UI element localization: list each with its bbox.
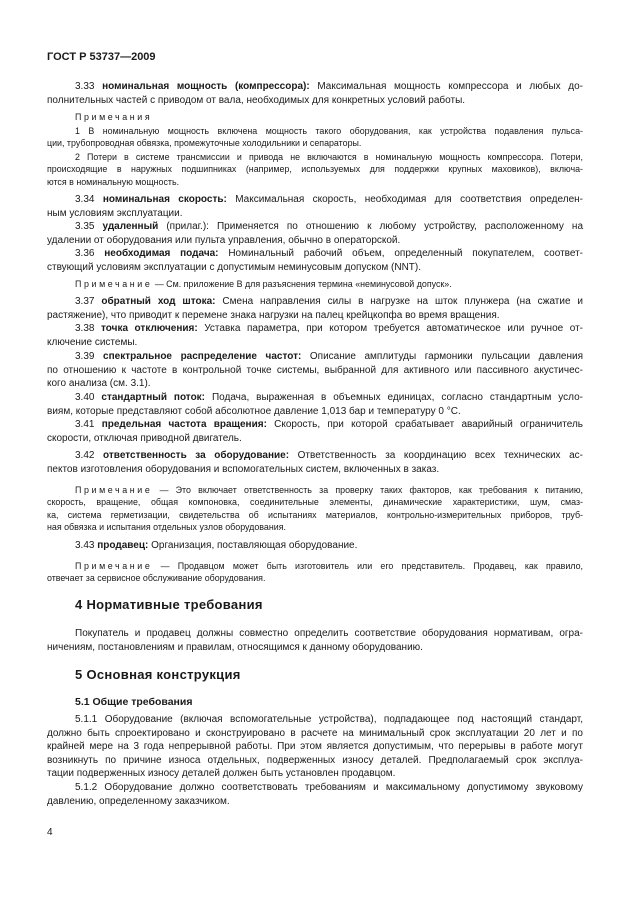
term-entry-3-34	[47, 193, 583, 220]
note-label: Примечание	[75, 485, 153, 495]
term-title: удаленный	[102, 221, 159, 232]
term-definition-text: Организация, поставляющая оборудование.	[151, 540, 358, 551]
paragraph-line: Покупатель и продавец должны совместно определить соответствие оборудования нормативам, огра-	[75, 628, 583, 639]
term-definition-line: по отношению к частоте в контрольной точке системы, выбранной для активного или пассивного акустичес-	[47, 364, 583, 376]
note-line: отвечает за сервисное обслуживание оборудования.	[47, 573, 266, 584]
clause-text: Оборудование должно соответствовать требованиям и максимальному допустимому звуковому	[104, 782, 583, 793]
term-definition-line: удалении от оборудования или пульта управления, обычно в операторской.	[47, 234, 401, 246]
clause-line: крайней мере на 3 года непрерывной работы. При этом является допустимым, что перерывы в работе могут	[47, 741, 583, 752]
term-entry-3-43	[47, 539, 583, 553]
clause-line: давлению, определенному заказчиком.	[47, 795, 230, 807]
term-first-line	[75, 220, 583, 234]
term-first-line	[75, 418, 583, 432]
clause-first-line	[75, 781, 583, 795]
note-text: — Это включает ответственность за проверку таких факторов, как требования к питанию,	[159, 485, 584, 495]
term-number: 3.37	[75, 296, 95, 307]
term-definition-line: растяжение), что приводит к перемене знака нагрузки на палец крейцкопфа во время вращения.	[47, 309, 500, 321]
subsection-heading	[47, 696, 583, 710]
clause-line: возникнуть по причине износа отдельных, подверженных износу деталей. Предполагаемый срок эксплуа-	[47, 754, 583, 766]
note-item-1	[47, 125, 583, 150]
clause-number: 5.1.1	[75, 714, 98, 725]
section-heading	[47, 597, 583, 613]
term-definition-text: Максимальная скорость, необходимая для соответствия определен-	[235, 194, 583, 205]
note-label: Примечания	[75, 112, 153, 122]
note-line	[75, 278, 583, 290]
notes-heading	[47, 111, 583, 123]
term-first-line	[75, 449, 583, 463]
term-number: 3.40	[75, 392, 95, 403]
note-line: ка, система герметизации, свидетельства об испытаниях материалов, контрольно-измерительных приборов, труб-	[47, 509, 583, 520]
term-definition-text: Подача, выраженная в объемных единицах, согласно стандартным усло-	[211, 392, 584, 403]
term-entry-3-37	[47, 295, 583, 322]
term-number: 3.33	[75, 81, 95, 92]
note-block	[47, 278, 583, 290]
term-first-line	[75, 295, 583, 309]
note-block	[47, 560, 583, 585]
note-line: ная обвязка и испытания отдельных узлов оборудования.	[47, 522, 286, 533]
clause-5-1-1	[47, 713, 583, 781]
term-first-line	[75, 350, 583, 364]
term-first-line	[75, 539, 583, 553]
clause-first-line	[75, 713, 583, 727]
term-definition-text: Уставка параметра, при котором требуется автоматическое или ручное от-	[204, 323, 584, 334]
note-line: происходящие в наружных подшипниках (например, используемых для поддержки крупных маховиков), включа-	[47, 164, 583, 175]
note-label: Примечание	[75, 279, 153, 289]
term-number: 3.43	[75, 540, 95, 551]
section-heading	[47, 667, 583, 683]
term-title: спектральное распределение частот:	[103, 351, 302, 362]
term-number: 3.34	[75, 194, 95, 205]
note-line: 1 В номинальную мощность включена мощность такого оборудования, как устройства подавления пульса-	[75, 126, 583, 136]
term-title: точка отключения:	[101, 323, 198, 334]
term-definition-text: Описание амплитуды гармоники пульсации давления	[309, 351, 584, 362]
term-title: ответственность за оборудование:	[103, 450, 290, 461]
term-title: продавец:	[97, 540, 149, 551]
term-first-line	[75, 322, 583, 336]
term-first-line	[75, 391, 583, 405]
term-definition-text: Номинальный рабочий объем, определенный покупателем, соответ-	[228, 248, 583, 259]
term-entry-3-38	[47, 322, 583, 349]
term-entry-3-36	[47, 247, 583, 274]
term-definition-line: ным условиям эксплуатации.	[47, 207, 183, 219]
note-line: скорость, вращение, общая компоновка, соединительные элементы, динамические характеристики, шум, смаз-	[47, 497, 583, 508]
term-entry-3-40	[47, 391, 583, 418]
term-title: номинальная мощность (компрессора):	[102, 81, 310, 92]
term-number: 3.35	[75, 221, 95, 232]
term-definition-line: полнительных частей с приводом от вала, необходимых для конкретных условий работы.	[47, 94, 466, 106]
note-text: — Продавцом может быть изготовитель или его представитель. Продавец, как правило,	[160, 561, 583, 571]
clause-5-1-2	[47, 781, 583, 808]
term-definition-line: пектов изготовления оборудования и вспомогательных систем, включенных в заказ.	[47, 463, 440, 475]
term-title: стандартный поток:	[101, 392, 206, 403]
paragraph	[47, 627, 583, 654]
note-line: ются в номинальную мощность.	[47, 176, 180, 187]
section-heading-text: 4 Нормативные требования	[75, 597, 263, 612]
note-line	[75, 484, 583, 496]
note-item-2	[47, 151, 583, 188]
clause-number: 5.1.2	[75, 782, 98, 793]
term-definition-text: Смена направления силы в нагрузке на шток плунжера (на сжатие и	[222, 296, 584, 307]
term-title: обратный ход штока:	[101, 296, 216, 307]
term-first-line	[75, 80, 583, 94]
term-definition-line: скорости, отключая приводной двигатель.	[47, 432, 242, 444]
section-heading-text: 5 Основная конструкция	[75, 667, 241, 682]
term-definition-line: ключение системы.	[47, 336, 138, 348]
notes-label-line	[75, 111, 583, 123]
subsection-heading-text: 5.1 Общие требования	[75, 696, 193, 708]
term-definition-text: (прилаг.): Применяется по отношению к любому устройству, расположенному на	[166, 221, 584, 232]
term-entry-3-42	[47, 449, 583, 476]
clause-line: должно быть спроектировано и сконструировано в расчете на минимальный срок эксплуатации 20 лет и по	[47, 727, 583, 739]
term-title: предельная частота вращения:	[101, 419, 267, 430]
term-number: 3.41	[75, 419, 95, 430]
term-title: необходимая подача:	[104, 248, 219, 259]
paragraph-line: ничениям, постановлениям и правилам, относящимся к данному оборудованию.	[47, 641, 423, 653]
term-definition-line: ствующий условиям эксплуатации с допустимым неминусовым допуском (NNT).	[47, 261, 422, 273]
term-definition-line: кого анализа (см. 3.1).	[47, 378, 151, 389]
term-number: 3.36	[75, 248, 95, 259]
page-number: 4	[47, 827, 53, 838]
term-first-line	[75, 247, 583, 261]
note-block	[47, 484, 583, 534]
term-number: 3.38	[75, 323, 95, 334]
term-entry-3-39	[47, 350, 583, 391]
clause-line: тации подверженных износу деталей должен быть установлен продавцом.	[47, 768, 396, 779]
note-line: ции, трубопроводная обвязка, промежуточные холодильники и сепараторы.	[47, 138, 362, 149]
note-text: — См. приложение В для разъяснения термина «неминусовой допуск».	[154, 279, 452, 289]
document-code-header: ГОСТ Р 53737—2009	[47, 51, 156, 63]
term-entry-3-35	[47, 220, 583, 247]
term-definition-text: Скорость, при которой срабатывает аварийный ограничитель	[274, 419, 584, 430]
term-title: номинальная скорость:	[102, 194, 227, 205]
term-number: 3.42	[75, 450, 95, 461]
clause-text: Оборудование (включая вспомогательные устройства), подпадающее под настоящий стандарт,	[104, 714, 584, 725]
term-definition-line: виям, которые представляют собой абсолютное давление 1,013 бар и температуру 0 °С.	[47, 405, 461, 417]
note-line	[75, 560, 583, 572]
note-line: 2 Потери в системе трансмиссии и привода не включаются в номинальную мощность компрессора. Потери,	[75, 152, 583, 162]
term-first-line	[75, 193, 583, 207]
term-entry-3-41	[47, 418, 583, 445]
term-definition-text: Максимальная мощность компрессора и любых до-	[317, 81, 584, 92]
term-number: 3.39	[75, 351, 95, 362]
note-label: Примечание	[75, 561, 153, 571]
term-definition-text: Ответственность за координацию всех технических ас-	[297, 450, 583, 461]
term-entry-3-33	[47, 80, 583, 107]
